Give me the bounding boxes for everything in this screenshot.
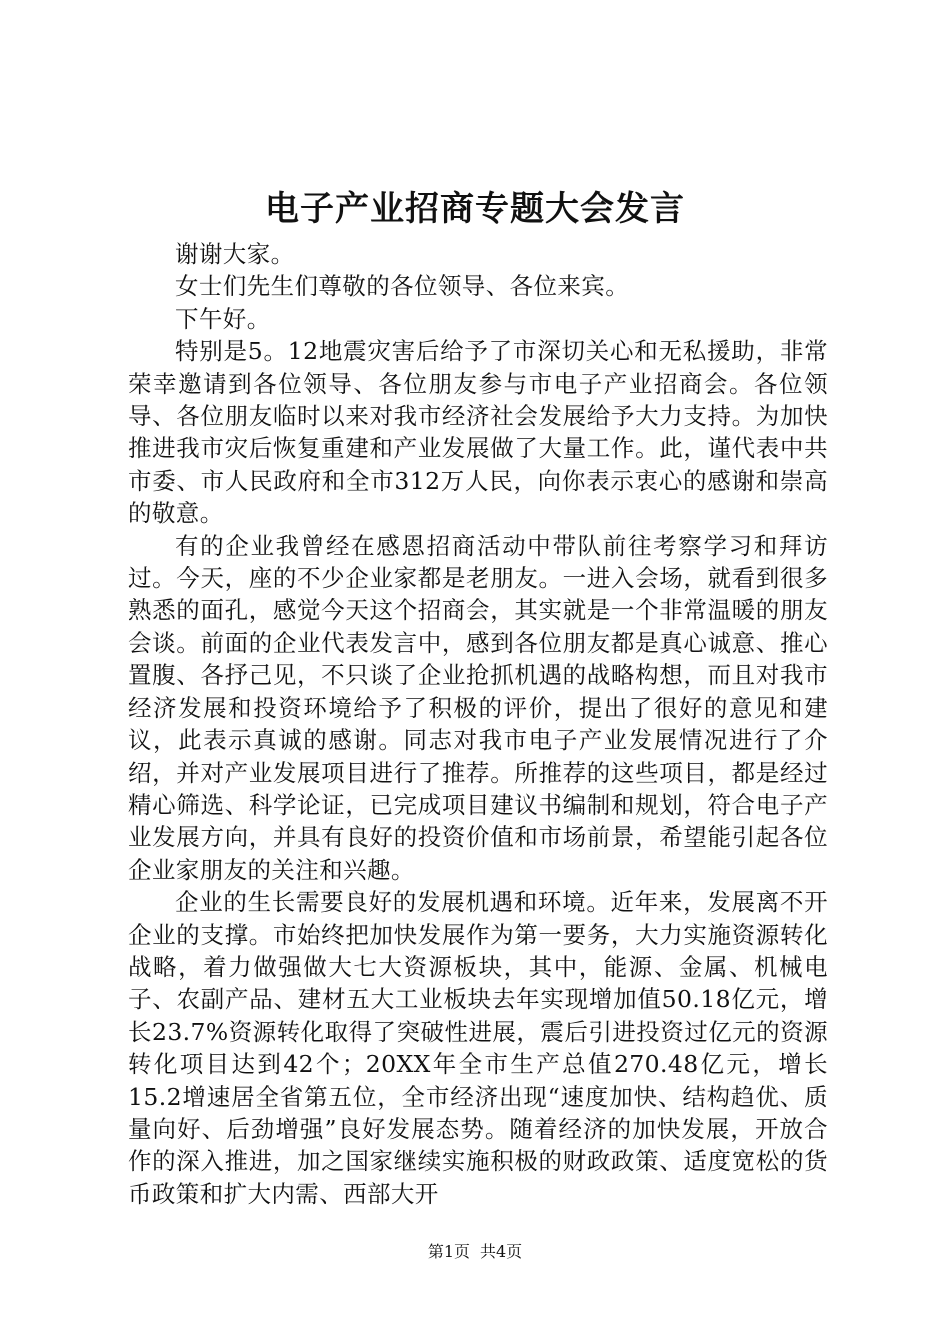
paragraph: 女士们先生们尊敬的各位领导、各位来宾。 — [175, 272, 630, 301]
page-number: 第1页 — [427, 1242, 470, 1261]
paragraph: 企业的生长需要良好的发展机遇和环境。近年来，发展离不开企业的支撑。市始终把加快发展作为第一要务，大力实施资源转化战略，着力做强做大七大资源板块，其中，能源、金属、机械电子、农副产品、建材五大工业板块去年实现增加值50.18亿元，增长23.7%资源转化取得了突破性进展，震后引进投资过亿元的资源转化项目达到42个；20XX年全市生产总值270.48亿元，增长15.2增速居全省第五位，全市经济出现“速度加快、结构趋优、质量向好、后劲增强”良好发展态势。随着经济的加快发展，开放合作的深入推进，加之国家继续实施积极的财政政策、适度宽松的货币政策和扩大内需、西部大开 — [128, 888, 828, 1208]
paragraph: 有的企业我曾经在感恩招商活动中带队前往考察学习和拜访过。今天，座的不少企业家都是老朋友。一进入会场，就看到很多熟悉的面孔，感觉今天这个招商会，其实就是一个非常温暖的朋友会谈。前面的企业代表发言中，感到各位朋友都是真心诚意、推心置腹、各抒己见，不只谈了企业抢抓机遇的战略构想，而且对我市经济发展和投资环境给予了积极的评价，提出了很好的意见和建议，此表示真诚的感谢。同志对我市电子产业发展情况进行了介绍，并对产业发展项目进行了推荐。所推荐的这些项目，都是经过精心筛选、科学论证，已完成项目建议书编制和规划，符合电子产业发展方向，并具有良好的投资价值和市场前景，希望能引起各位企业家朋友的关注和兴趣。 — [128, 531, 828, 884]
paragraph: 下午好。 — [175, 304, 271, 333]
document-title: 电子产业招商专题大会发言 — [265, 189, 685, 229]
document-body — [128, 238, 828, 1210]
page-footer — [0, 1240, 950, 1264]
paragraph: 谢谢大家。 — [175, 240, 295, 268]
paragraph: 特别是5。12地震灾害后给予了市深切关心和无私援助，非常荣幸邀请到各位领导、各位朋友参与市电子产业招商会。各位领导、各位朋友临时以来对我市经济社会发展给予大力支持。为加快推进我市灾后恢复重建和产业发展做了大量工作。此，谨代表中共市委、市人民政府和全市312万人民，向你表示衷心的感谢和崇高的敬意。 — [128, 337, 828, 528]
page-total: 共4页 — [480, 1242, 523, 1261]
